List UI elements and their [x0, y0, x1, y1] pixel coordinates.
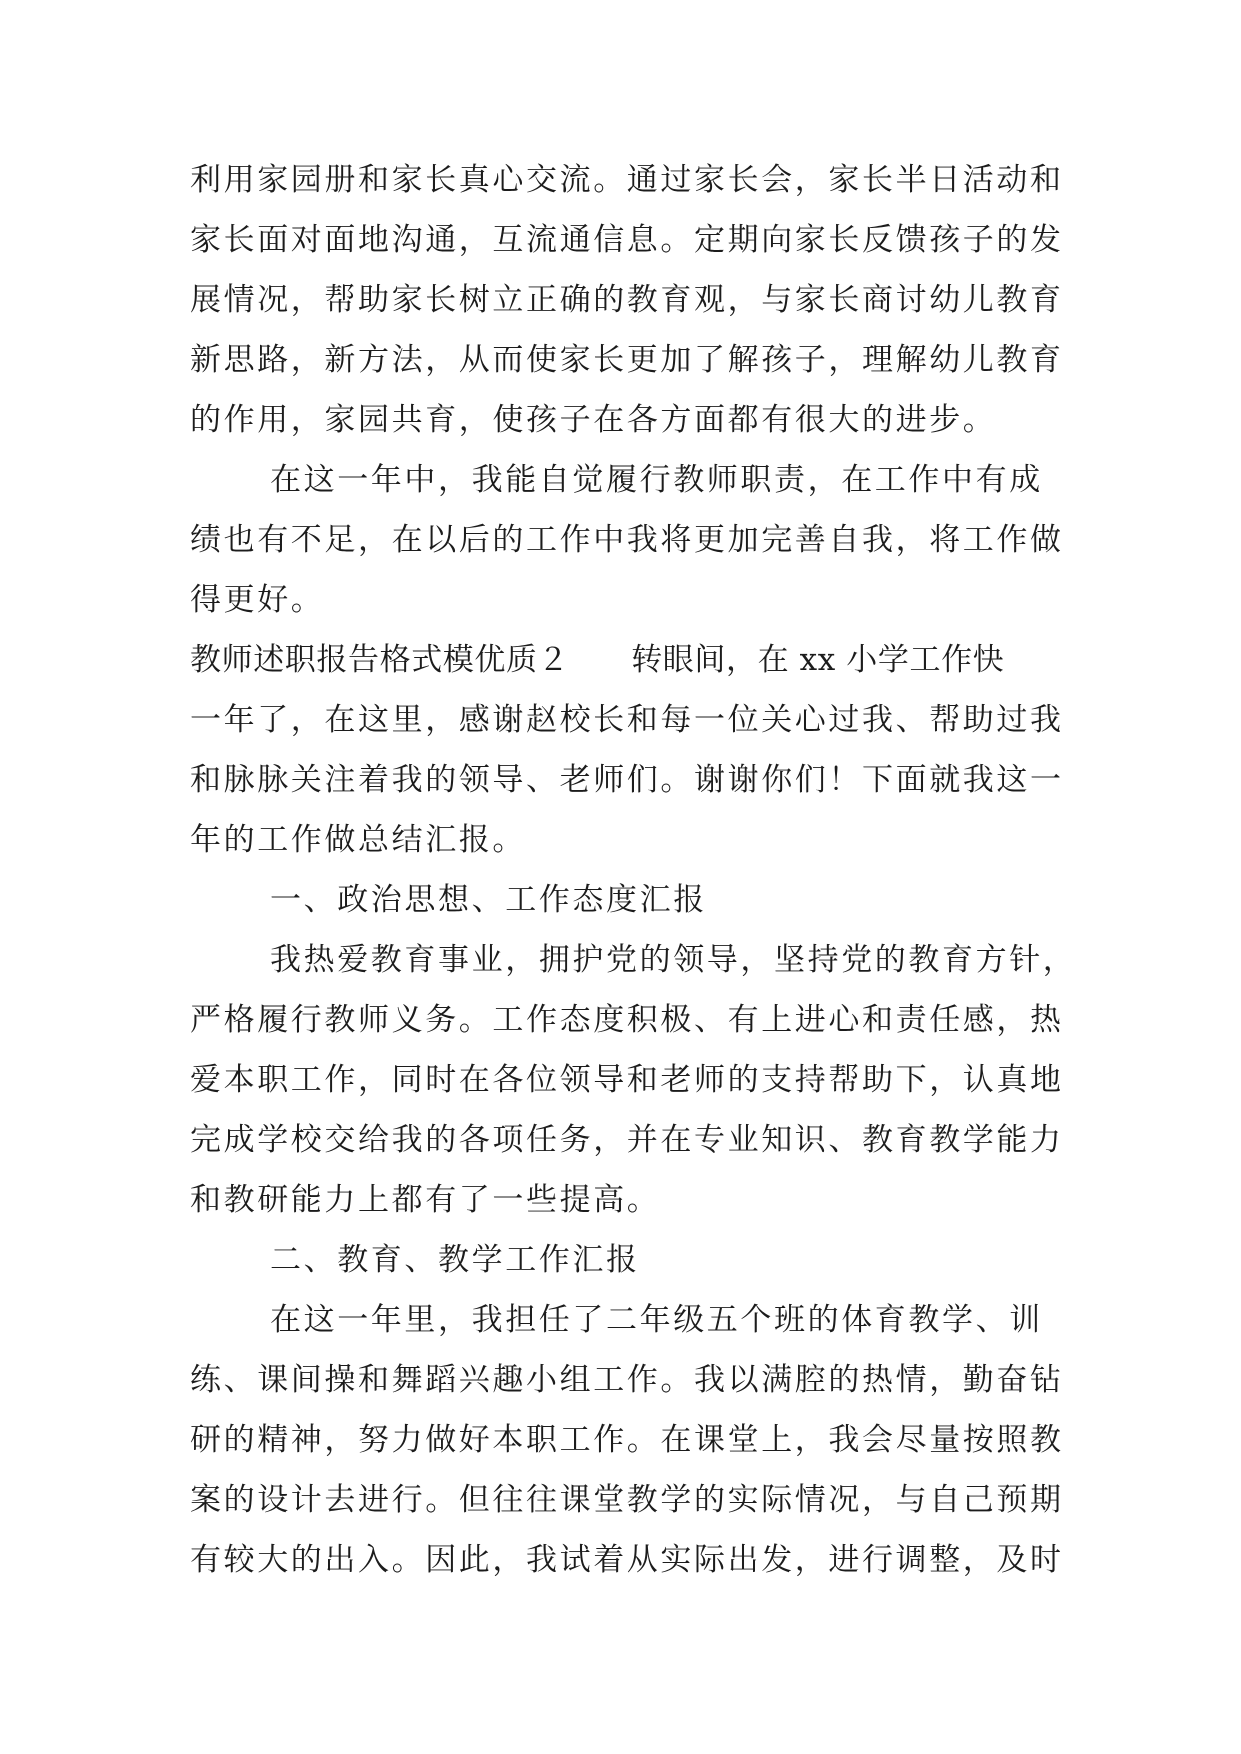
- document-body: [190, 150, 1077, 1590]
- text-line: 研的精神，努力做好本职工作。在课堂上，我会尽量按照教: [190, 1422, 1064, 1458]
- text-line: 的作用，家园共育，使孩子在各方面都有很大的进步。: [190, 402, 997, 438]
- heading-continuation: 转眼间，在 xx 小学工作快: [631, 642, 1005, 678]
- report-title: 教师述职报告格式模优质２: [190, 642, 570, 678]
- section-heading: 二、教育、教学工作汇报: [270, 1242, 640, 1278]
- text-line: 和脉脉关注着我的领导、老师们。谢谢你们！下面就我这一: [190, 762, 1064, 798]
- text-line: 家长面对面地沟通，互流通信息。定期向家长反馈孩子的发: [190, 222, 1064, 258]
- paragraph-start-line: 在这一年中，我能自觉履行教师职责，在工作中有成: [270, 462, 1043, 498]
- text-line: 爱本职工作，同时在各位领导和老师的支持帮助下，认真地: [190, 1062, 1064, 1098]
- text-line: 完成学校交给我的各项任务，并在专业知识、教育教学能力: [190, 1122, 1064, 1158]
- text-line: 练、课间操和舞蹈兴趣小组工作。我以满腔的热情，勤奋钻: [190, 1362, 1064, 1398]
- text-line: 一年了，在这里，感谢赵校长和每一位关心过我、帮助过我: [190, 702, 1064, 738]
- text-line: 利用家园册和家长真心交流。通过家长会，家长半日活动和: [190, 162, 1064, 198]
- report-heading-line: [190, 630, 1052, 690]
- section-heading: 一、政治思想、工作态度汇报: [270, 882, 707, 918]
- text-line: 新思路，新方法，从而使家长更加了解孩子，理解幼儿教育: [190, 342, 1064, 378]
- text-line: 得更好。: [190, 582, 325, 618]
- paragraph-start-line: 在这一年里，我担任了二年级五个班的体育教学、训: [270, 1302, 1043, 1338]
- text-line: 有较大的出入。因此，我试着从实际出发，进行调整，及时: [190, 1542, 1064, 1578]
- text-line: 严格履行教师义务。工作态度积极、有上进心和责任感，热: [190, 1002, 1064, 1038]
- text-line: 和教研能力上都有了一些提高。: [190, 1182, 661, 1218]
- paragraph-start-line: 我热爱教育事业，拥护党的领导，坚持党的教育方针，: [270, 942, 1077, 978]
- text-line: 案的设计去进行。但往往课堂教学的实际情况，与自己预期: [190, 1482, 1064, 1518]
- text-line: 展情况，帮助家长树立正确的教育观，与家长商讨幼儿教育: [190, 282, 1064, 318]
- text-line: 年的工作做总结汇报。: [190, 822, 526, 858]
- text-line: 绩也有不足，在以后的工作中我将更加完善自我，将工作做: [190, 522, 1064, 558]
